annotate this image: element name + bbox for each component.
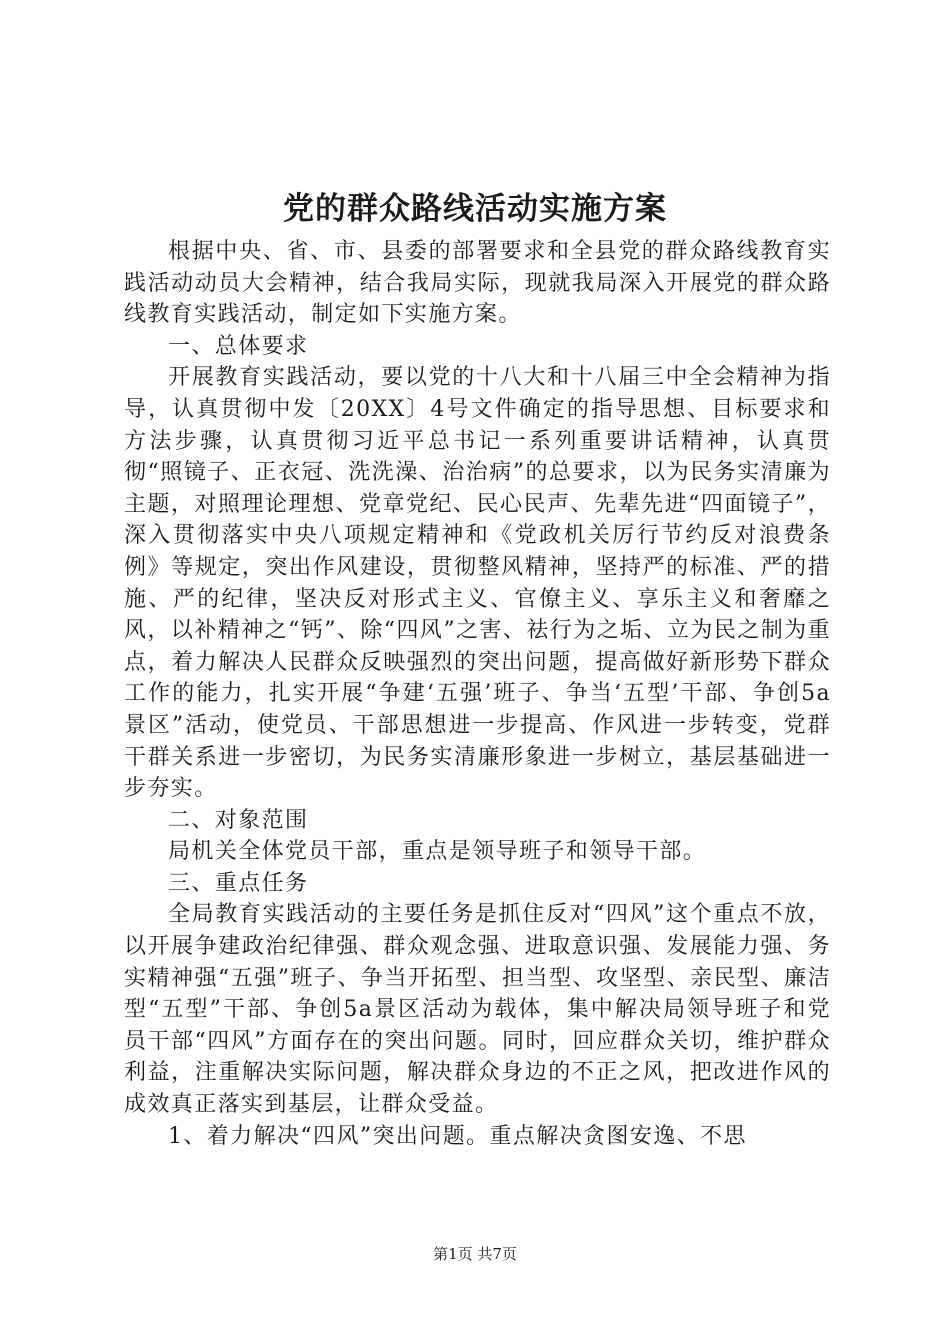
paragraph-general-requirements: 开展教育实践活动，要以党的十八大和十八届三中全会精神为指导，认真贯彻中发〔20XX〕4号文件确定的指导思想、目标要求和方法步骤，认真贯彻习近平总书记一系列重要讲话精神，认真贯彻“照镜子、正衣冠、洗洗澡、治治病”的总要求，以为民务实清廉为主题，对照理论理想、党章党纪、民心民声、先辈先进“四面镜子”，深入贯彻落实中央八项规定精神和《党政机关厉行节约反对浪费条例》等规定，突出作风建设，贯彻整风精神，坚持严的标准、严的措施、严的纪律，坚决反对形式主义、官僚主义、享乐主义和奢靡之风，以补精神之“钙”、除“四风”之害、祛行为之垢、立为民之制为重点，着力解决人民群众反映强烈的突出问题，提高做好新形势下群众工作的能力，扎实开展“争建‘五强’班子、争当‘五型’干部、争创5a景区”活动，使党员、干部思想进一步提高、作风进一步转变，党群干群关系进一步密切，为民务实清廉形象进一步树立，基层基础进一步夯实。 — [124, 365, 831, 802]
heading-key-tasks: 三、重点任务 — [168, 870, 309, 896]
page-number: 第1页 共7页 — [433, 1245, 517, 1263]
document-title: 党的群众路线活动实施方案 — [283, 191, 667, 227]
heading-scope: 二、对象范围 — [168, 807, 309, 833]
paragraph-key-tasks: 全局教育实践活动的主要任务是抓住反对“四风”这个重点不放，以开展争建政治纪律强、群众观念强、进取意识强、发展能力强、务实精神强“五强”班子、争当开拓型、担当型、攻坚型、亲民型、廉洁型“五型”干部、争创5a景区活动为载体，集中解决局领导班子和党员干部“四风”方面存在的突出问题。同时，回应群众关切，维护群众利益，注重解决实际问题，解决群众身边的不正之风，把改进作风的成效真正落实到基层，让群众受益。 — [124, 902, 831, 1118]
paragraph-intro: 根据中央、省、市、县委的部署要求和全县党的群众路线教育实践活动动员大会精神，结合我局实际，现就我局深入开展党的群众路线教育实践活动，制定如下实施方案。 — [124, 239, 831, 328]
paragraph-scope: 局机关全体党员干部，重点是领导班子和领导干部。 — [168, 839, 707, 865]
paragraph-task-1: 1、着力解决“四风”突出问题。重点解决贪图安逸、不思 — [168, 1123, 747, 1149]
document-body — [124, 236, 831, 1152]
heading-general-requirements: 一、总体要求 — [168, 333, 309, 359]
